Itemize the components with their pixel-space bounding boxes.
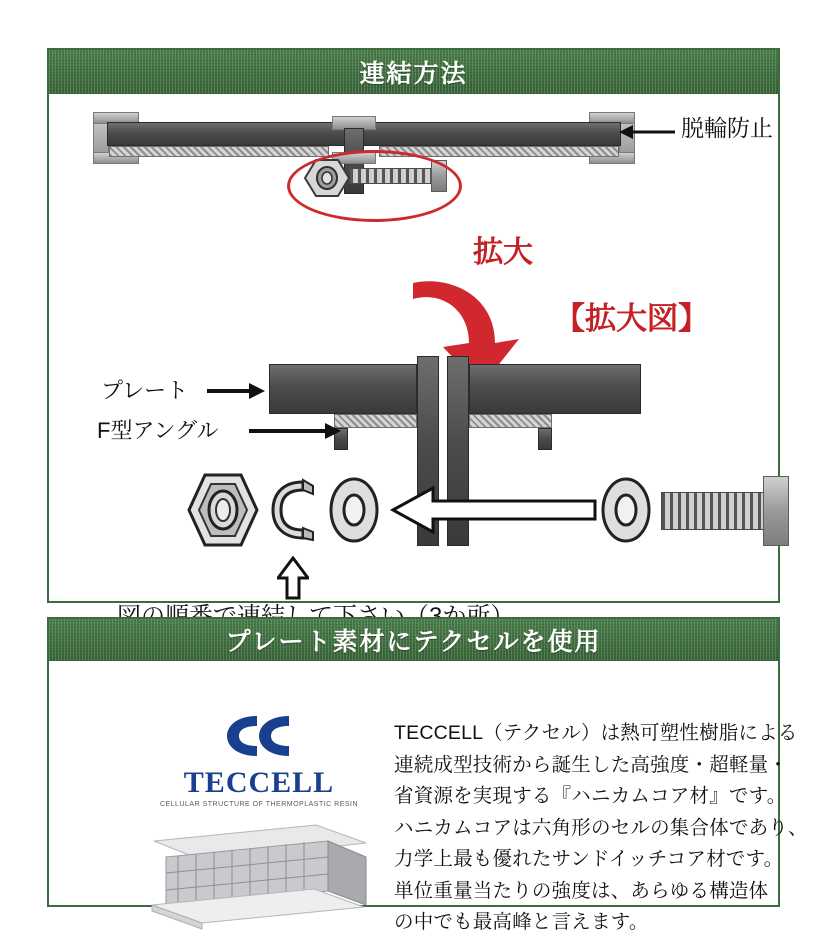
hollow-up-arrow-icon — [277, 556, 309, 600]
f-angle-pointer-arrow-icon — [249, 420, 341, 442]
right-angle-hatch — [469, 414, 552, 428]
enlarge-label: 拡大 — [473, 236, 533, 269]
plate-label: プレート — [101, 378, 189, 403]
teccell-cc-mark-icon — [223, 713, 295, 759]
teccell-logo — [159, 713, 359, 808]
material-line-7: の中でも最高峰と言えます。 — [394, 911, 649, 934]
spring-washer-icon — [269, 476, 319, 544]
left-plate-block — [269, 364, 417, 414]
ellipse-highlight-icon — [287, 150, 462, 222]
material-line-3: 省資源を実現する『ハニカムコア材』です。 — [394, 785, 787, 808]
connection-method-body — [49, 94, 778, 601]
flat-washer-icon — [327, 476, 381, 544]
material-line-4: ハニカムコアは六角形のセルの集合体であり、 — [394, 816, 808, 839]
plate-pointer-arrow-icon — [207, 380, 265, 402]
enlarged-view-label: 【拡大図】 — [554, 301, 709, 336]
material-description — [394, 718, 808, 939]
hex-nut-icon — [187, 472, 259, 548]
material-panel — [47, 617, 808, 934]
hollow-left-arrow-icon — [389, 486, 599, 534]
connection-method-panel — [47, 48, 780, 603]
material-panel-body — [49, 663, 808, 934]
hex-bolt-head — [763, 476, 789, 546]
derail-prevention-label: 脱輪防止 — [681, 115, 773, 141]
material-line-2: 連続成型技術から誕生した高強度・超軽量・ — [394, 753, 789, 776]
right-plate-block — [469, 364, 641, 414]
right-angle-leg — [538, 428, 552, 450]
material-line-6: 単位重量当たりの強度は、あらゆる構造体 — [394, 879, 769, 902]
f-angle-label: F型アングル — [97, 418, 219, 443]
honeycomb-core-panel-photo — [144, 813, 374, 933]
hex-bolt-shaft — [661, 492, 765, 530]
material-panel-title: プレート素材にテクセルを使用 — [49, 619, 778, 661]
connection-method-title: 連結方法 — [49, 50, 778, 94]
left-angle-hatch — [334, 414, 417, 428]
teccell-tagline: CELLULAR STRUCTURE OF THERMOPLASTIC RESIN — [159, 801, 359, 808]
material-line-5: 力学上最も優れたサンドイッチコア材です。 — [394, 848, 784, 871]
derail-prevention-arrow-icon — [619, 120, 675, 144]
material-line-1: TECCELL（テクセル）は熱可塑性樹脂による — [394, 722, 798, 744]
teccell-wordmark: TECCELL — [183, 766, 335, 799]
flat-washer-right-icon — [599, 476, 653, 544]
left-angle-section — [109, 146, 329, 157]
